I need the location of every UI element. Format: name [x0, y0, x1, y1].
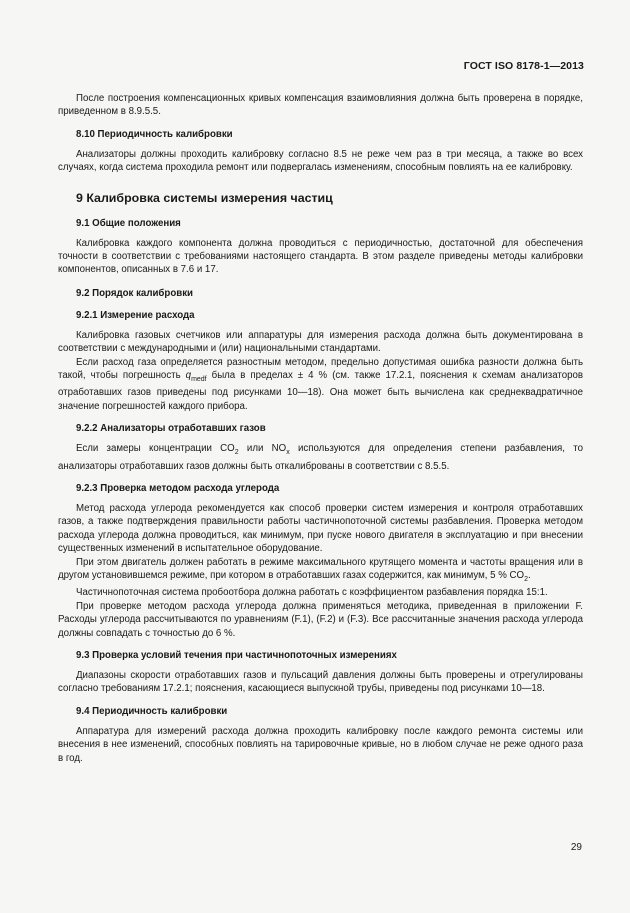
heading-9-2: 9.2 Порядок калибровки	[76, 287, 194, 299]
paragraph-9-2-3-b: При этом двигатель должен работать в режиме максимального крутящего момента и частоты вращения или в другом установившемся режиме, при котором в отработавших газах содержится, как минимум, 5 % $CO_2$.	[58, 556, 583, 583]
heading-9-3: 9.3 Проверка условий течения при частичнопоточных измерениях	[76, 649, 397, 661]
heading-9-2-3: 9.2.3 Проверка методом расхода углерода	[76, 482, 280, 494]
intro-paragraph: После построения компенсационных кривых компенсация взаимовлияния должна быть проверена в порядке, приведенном в 8.9.5.5.	[58, 93, 583, 118]
page-number: 29	[570, 842, 582, 853]
heading-section-9: 9 Калибровка системы измерения частиц	[76, 190, 333, 205]
heading-8-10: 8.10 Периодичность калибровки	[76, 128, 233, 140]
paragraph-9-2-3-a: Метод расхода углерода рекомендуется как способ проверки систем измерения и контроля отработавших газов, а также подтверждения правильности работы частичнопоточной системы разбавления. Проверка методом расхода углерода должна проводиться, как минимум, при пуске нового двигателя в эксплуатацию и при внесении существенных изменений в испытательное оборудование.	[58, 502, 583, 555]
paragraph-9-2-3-d: При проверке методом расхода углерода должна применяться методика, приведенная в приложении F. Расходы углерода рассчитываются по уравнениям (F.1), (F.2) и (F.3). Все рассчитанные значения расхода углерода должны совпадать с точностью до 6 %.	[58, 600, 583, 639]
paragraph-9-4: Аппаратура для измерений расхода должна проходить калибровку после каждого ремонта системы или внесения в нее изменений, способных повлиять на тарировочные кривые, но в любом случае не реже одного раза в год.	[58, 725, 583, 764]
paragraph-9-2-1-b: Если расход газа определяется разностным методом, предельно допустимая ошибка разности должна быть такой, чтобы погрешность $q_{medf}$ была в пределах ± 4 % (см. также 17.2.1, пояснения к схемам анализаторов отработавших газов приведены под рисунками 10—18). Она может быть вычислена как среднеквадратичное значение погрешностей каждого прибора.	[58, 356, 583, 412]
paragraph-8-10: Анализаторы должны проходить калибровку согласно 8.5 не реже чем раз в три месяца, а также во всех случаях, когда система проходила ремонт или подвергалась изменениям, способным повлиять на ее калибровку.	[58, 148, 583, 174]
variable-q: q	[185, 370, 192, 382]
subscript-medf: medf	[191, 376, 207, 383]
paragraph-9-2-1-a: Калибровка газовых счетчиков или аппаратуры для измерения расхода должна быть документирована в соответствии с международными и (или) национальными стандартами.	[58, 329, 583, 355]
heading-9-2-2: 9.2.2 Анализаторы отработавших газов	[76, 423, 266, 435]
heading-9-1: 9.1 Общие положения	[76, 217, 181, 229]
paragraph-9-2-3-c: Частичнопоточная система пробоотбора должна работать с коэффициентом разбавления порядка 15:1.	[76, 587, 548, 599]
heading-9-4: 9.4 Периодичность калибровки	[76, 705, 228, 717]
standard-designation: ГОСТ ISO 8178-1—2013	[463, 60, 584, 72]
heading-9-2-1: 9.2.1 Измерение расхода	[76, 309, 195, 321]
page-content	[58, 92, 583, 765]
paragraph-9-1: Калибровка каждого компонента должна проводиться с периодичностью, достаточной для обеспечения точности в соответствии с требованиями настоящего стандарта. В этом разделе приведены методы калибровки компонентов, описанных в 7.6 и 17.	[58, 237, 583, 276]
paragraph-9-3: Диапазоны скорости отработавших газов и пульсаций давления должны быть проверены и отрегулированы согласно требованиям 17.2.1; пояснения, касающиеся выпускной трубы, приведены под рисунками 10—18.	[58, 669, 583, 695]
paragraph-9-2-2: Если замеры концентрации $CO_2$ или $NO_x$ используются для определения степени разбавления, то анализаторы отработавших газов должны быть откалиброваны в соответствии с 8.5.5.	[58, 443, 583, 472]
